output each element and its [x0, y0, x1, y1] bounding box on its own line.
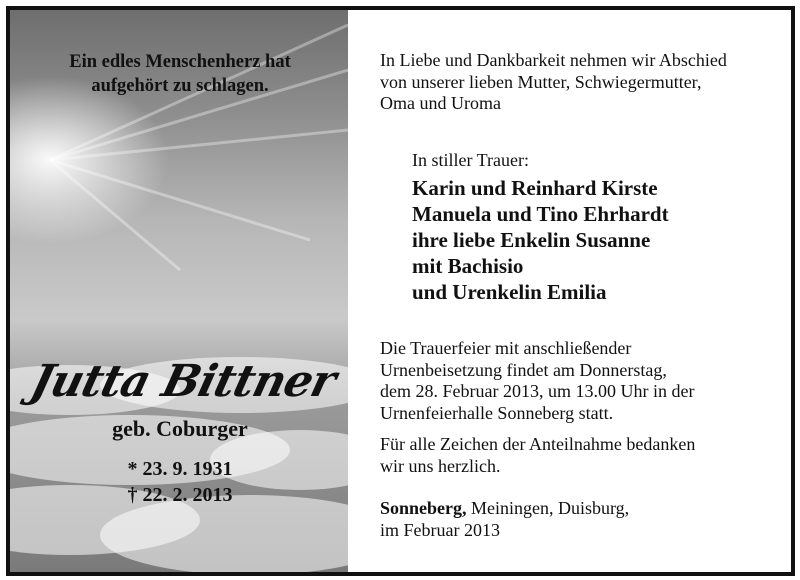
mourner-line: Karin und Reinhard Kirste	[412, 176, 658, 200]
funeral-line: Urnenbeisetzung findet am Donnerstag,	[380, 359, 667, 380]
deceased-name: Jutta Bittner	[25, 356, 341, 407]
motto-line-1: Ein edles Menschenherz hat	[69, 52, 291, 72]
birth-date: * 23. 9. 1931	[127, 458, 233, 480]
place-and-date	[380, 498, 629, 541]
motto	[30, 50, 330, 98]
death-date: † 22. 2. 2013	[127, 484, 233, 506]
funeral-notice	[380, 338, 694, 424]
funeral-line: Urnenfeierhalle Sonneberg statt.	[380, 402, 614, 423]
thanks-note	[380, 434, 695, 477]
obituary-card	[6, 6, 795, 576]
place-bold: Sonneberg,	[380, 498, 467, 518]
place-rest: Meiningen, Duisburg,	[466, 498, 630, 518]
mourner-line: und Urenkelin Emilia	[412, 280, 607, 304]
motto-line-2: aufgehört zu schlagen.	[91, 76, 269, 96]
thanks-line: Für alle Zeichen der Anteilnahme bedanken	[380, 434, 696, 454]
maiden-name: geb. Coburger	[112, 416, 248, 441]
mourner-line: ihre liebe Enkelin Susanne	[412, 228, 651, 252]
intro-line: In Liebe und Dankbarkeit nehmen wir Abschied	[380, 50, 727, 70]
sky-photo-panel	[10, 10, 348, 572]
thanks-line: wir uns herzlich.	[380, 455, 501, 476]
mourner-line: mit Bachisio	[412, 254, 524, 278]
funeral-line: Die Trauerfeier mit anschließender	[380, 338, 632, 358]
intro-line: Oma und Uroma	[380, 93, 501, 113]
mourning-label: In stiller Trauer:	[412, 150, 529, 170]
mourners-list	[412, 175, 669, 305]
date-line: im Februar 2013	[380, 519, 500, 540]
mourner-line: Manuela und Tino Ehrhardt	[412, 202, 669, 226]
farewell-intro	[380, 50, 727, 115]
funeral-line: dem 28. Februar 2013, um 13.00 Uhr in der	[380, 381, 695, 401]
intro-line: von unserer lieben Mutter, Schwiegermutter,	[380, 71, 702, 92]
places-line	[380, 498, 629, 520]
